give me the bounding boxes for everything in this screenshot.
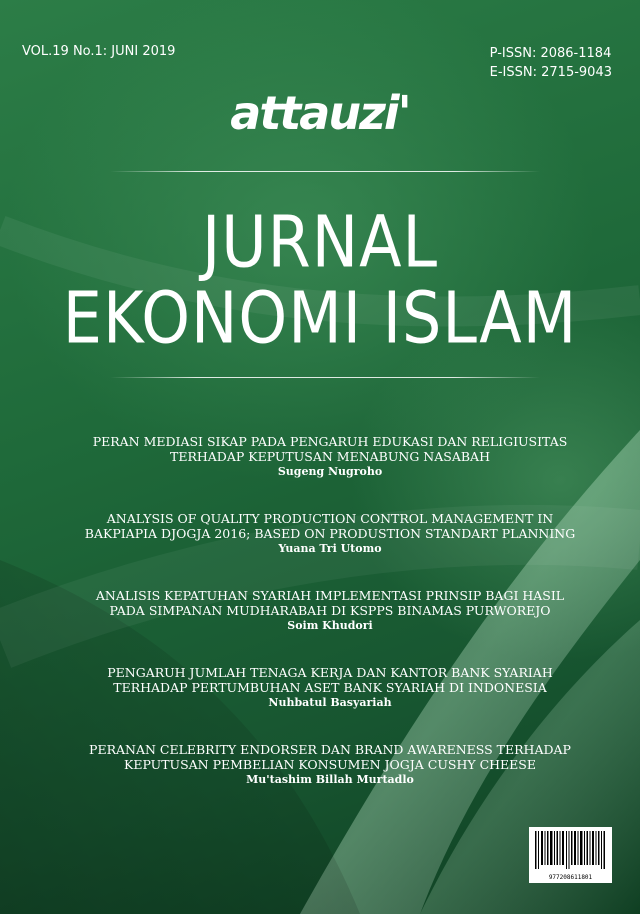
article-item (80, 511, 580, 556)
article-author: Sugeng Nugroho (277, 465, 383, 478)
bottom-divider (110, 377, 540, 378)
barcode-bars-icon (529, 827, 612, 873)
article-author: Mu'tashim Billah Murtadlo (246, 773, 414, 786)
article-title: ANALISIS KEPATUHAN SYARIAH IMPLEMENTASI PRINSIP BAGI HASIL PADA SIMPANAN MUDHARABAH DI KSPPS BINAMAS PURWOREJO (95, 588, 565, 618)
journal-title-line-2: EKONOMI ISLAM (62, 276, 578, 360)
barcode (529, 827, 612, 883)
article-author: Soim Khudori (287, 619, 373, 632)
article-item (80, 742, 580, 787)
article-item (80, 588, 580, 633)
article-title: PENGARUH JUMLAH TENAGA KERJA DAN KANTOR BANK SYARIAH TERHADAP PERTUMBUHAN ASET BANK SYARIAH DI INDONESIA (107, 665, 553, 695)
p-issn: P-ISSN: 2086-1184 (489, 46, 612, 61)
barcode-number: 977208611801 (548, 874, 593, 881)
volume-info: VOL.19 No.1: JUNI 2019 (22, 44, 176, 59)
article-author: Yuana Tri Utomo (278, 542, 382, 555)
article-title: PERAN MEDIASI SIKAP PADA PENGARUH EDUKASI DAN RELIGIUSITAS TERHADAP KEPUTUSAN MENABUNG NASABAH (92, 434, 568, 464)
journal-logo: attauzi' (230, 86, 410, 140)
article-title: ANALYSIS OF QUALITY PRODUCTION CONTROL MANAGEMENT IN BAKPIAPIA DJOGJA 2016; BASED ON PRODUSTION STANDART PLANNING (84, 511, 576, 541)
article-title: PERANAN CELEBRITY ENDORSER DAN BRAND AWARENESS TERHADAP KEPUTUSAN PEMBELIAN KONSUMEN JOGJA CUSHY CHEESE (89, 742, 571, 772)
article-item (80, 434, 580, 479)
article-list (80, 434, 580, 819)
journal-title-line-1: JURNAL (201, 200, 439, 284)
article-author: Nuhbatul Basyariah (268, 696, 392, 709)
e-issn: E-ISSN: 2715-9043 (489, 65, 612, 80)
article-item (80, 665, 580, 710)
issn-block (490, 44, 612, 82)
top-divider (110, 171, 540, 172)
